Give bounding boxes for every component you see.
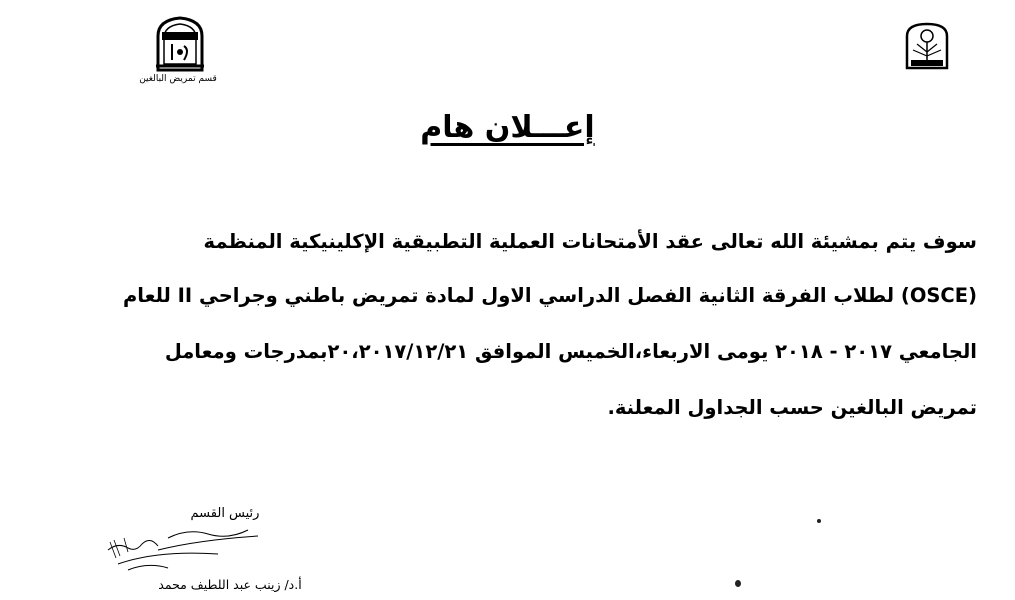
body-line-1: سوف يتم بمشيئة الله تعالى عقد الأمتحانات العملية التطبيقية الإكلينيكية المنظمة (203, 230, 977, 253)
university-emblem-logo (150, 14, 210, 74)
department-label: قسم تمريض البالغين (139, 74, 217, 84)
body-line-4: تمريض البالغين حسب الجداول المعلنة. (607, 396, 977, 419)
scan-speck (817, 519, 821, 523)
announcement-title: إعـــلان هام (420, 110, 595, 145)
faculty-emblem-logo (903, 22, 951, 70)
scan-speck (735, 580, 741, 587)
handwritten-signature (98, 520, 268, 580)
body-line-3: الجامعي ٢٠١٧ - ٢٠١٨ يومى الاربعاء،الخميس الموافق ٢٠،٢٠١٧/١٢/٢١بمدرجات ومعامل (164, 340, 977, 363)
body-line-2: (OSCE) لطلاب الفرقة الثانية الفصل الدراسي الاول لمادة تمريض باطني وجراحي II للعام (122, 284, 977, 307)
department-head-title: رئيس القسم (190, 506, 260, 521)
signer-name: أ.د/ زينب عبد اللطيف محمد (158, 577, 302, 592)
